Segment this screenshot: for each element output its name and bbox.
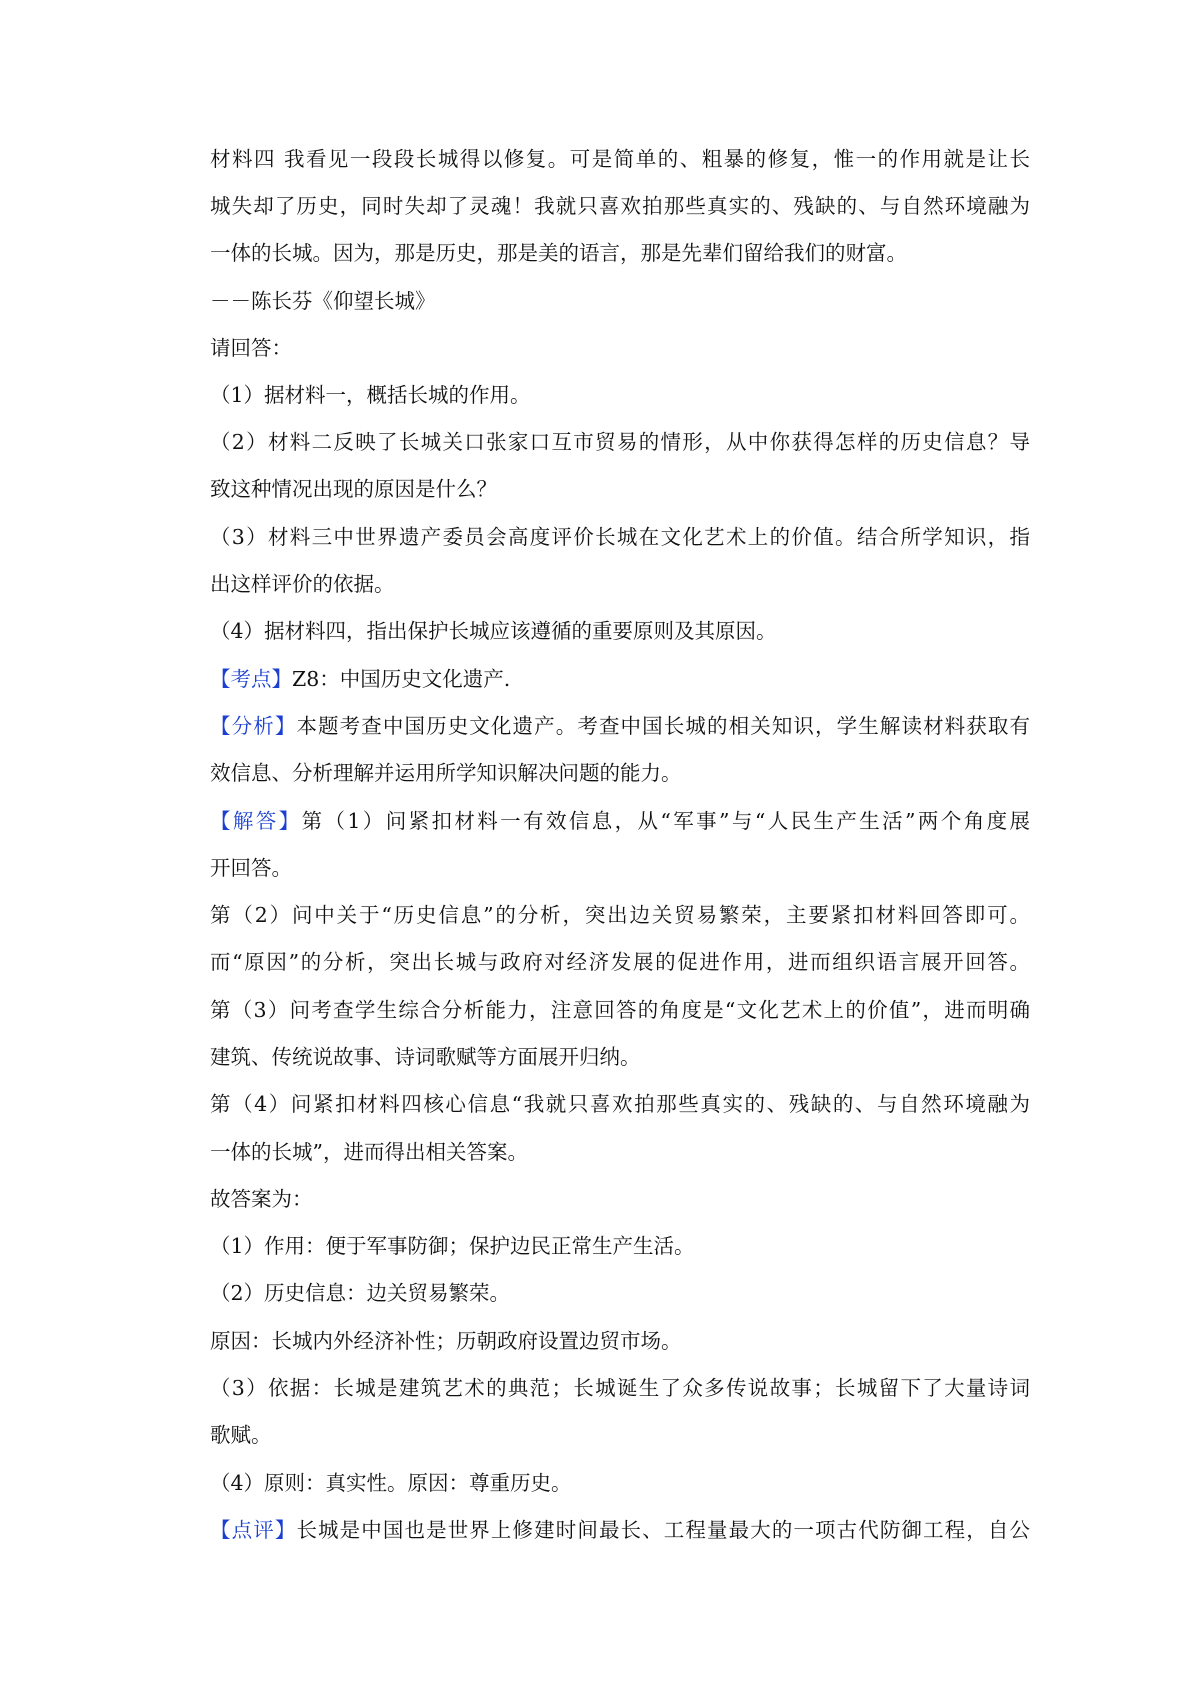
jieda-p3-line-2: 建筑、传统说故事、诗词歌赋等方面展开归纳。 [210, 1045, 641, 1069]
answer-3-line-1: （3）依据：长城是建筑艺术的典范；长城诞生了众多传说故事；长城留下了大量诗词 [210, 1376, 1030, 1400]
material4-line-2: 城失却了历史，同时失却了灵魂！我就只喜欢拍那些真实的、残缺的、与自然环境融为 [210, 194, 1030, 218]
fenxi-text-1: 本题考查中国历史文化遗产。考查中国长城的相关知识，学生解读材料获取有 [296, 714, 1031, 738]
jieda-text-1: 第（1）问紧扣材料一有效信息，从“军事”与“人民生产生活”两个角度展 [301, 809, 1031, 833]
jieda-p4-line-2: 一体的长城”，进而得出相关答案。 [210, 1140, 528, 1164]
question-1: （1）据材料一，概括长城的作用。 [210, 383, 531, 407]
jieda-tag: 【解答】 [210, 809, 302, 833]
answer-intro: 故答案为： [210, 1187, 313, 1211]
answer-3-line-2: 歌赋。 [210, 1423, 272, 1447]
fenxi-tag: 【分析】 [210, 714, 297, 738]
answer-2-reason: 原因：长城内外经济补性；历朝政府设置边贸市场。 [210, 1329, 682, 1353]
question-4: （4）据材料四，指出保护长城应该遵循的重要原则及其原因。 [210, 619, 777, 643]
kaodian-tag: 【考点】 [210, 667, 292, 691]
question-2-line-2: 致这种情况出现的原因是什么？ [210, 477, 497, 501]
fenxi-line-2: 效信息、分析理解并运用所学知识解决问题的能力。 [210, 761, 682, 785]
jieda-p2-line-1: 第（2）问中关于“历史信息”的分析，突出边关贸易繁荣，主要紧扣材料回答即可。 [210, 903, 1030, 927]
dianping-line-1 [210, 1515, 1030, 1545]
answer-1: （1）作用：便于军事防御；保护边民正常生产生活。 [210, 1234, 695, 1258]
jieda-line-1 [210, 806, 1030, 836]
kaodian-line [210, 664, 1030, 694]
answer-2: （2）历史信息：边关贸易繁荣。 [210, 1281, 511, 1305]
dianping-text-1: 长城是中国也是世界上修建时间最长、工程量最大的一项古代防御工程，自公 [296, 1518, 1031, 1542]
jieda-p3-line-1: 第（3）问考查学生综合分析能力，注意回答的角度是“文化艺术上的价值”，进而明确 [210, 998, 1030, 1022]
kaodian-text: Z8：中国历史文化遗产. [292, 667, 511, 691]
answer-prompt: 请回答： [210, 336, 292, 360]
material4-line-3: 一体的长城。因为，那是历史，那是美的语言，那是先辈们留给我们的财富。 [210, 241, 907, 265]
material4-source: －－陈长芬《仰望长城》 [210, 289, 436, 313]
answer-4: （4）原则：真实性。原因：尊重历史。 [210, 1471, 572, 1495]
dianping-tag: 【点评】 [210, 1518, 297, 1542]
jieda-line-2: 开回答。 [210, 856, 292, 880]
question-3-line-2: 出这样评价的依据。 [210, 572, 395, 596]
material4-line-1: 材料四 我看见一段段长城得以修复。可是简单的、粗暴的修复，惟一的作用就是让长 [210, 147, 1030, 171]
question-2-line-1: （2）材料二反映了长城关口张家口互市贸易的情形，从中你获得怎样的历史信息？导 [210, 430, 1030, 454]
jieda-p4-line-1: 第（4）问紧扣材料四核心信息“我就只喜欢拍那些真实的、残缺的、与自然环境融为 [210, 1092, 1030, 1116]
fenxi-line-1 [210, 711, 1030, 741]
question-3-line-1: （3）材料三中世界遗产委员会高度评价长城在文化艺术上的价值。结合所学知识，指 [210, 525, 1030, 549]
jieda-p2-line-2: 而“原因”的分析，突出长城与政府对经济发展的促进作用，进而组织语言展开回答。 [210, 950, 1030, 974]
